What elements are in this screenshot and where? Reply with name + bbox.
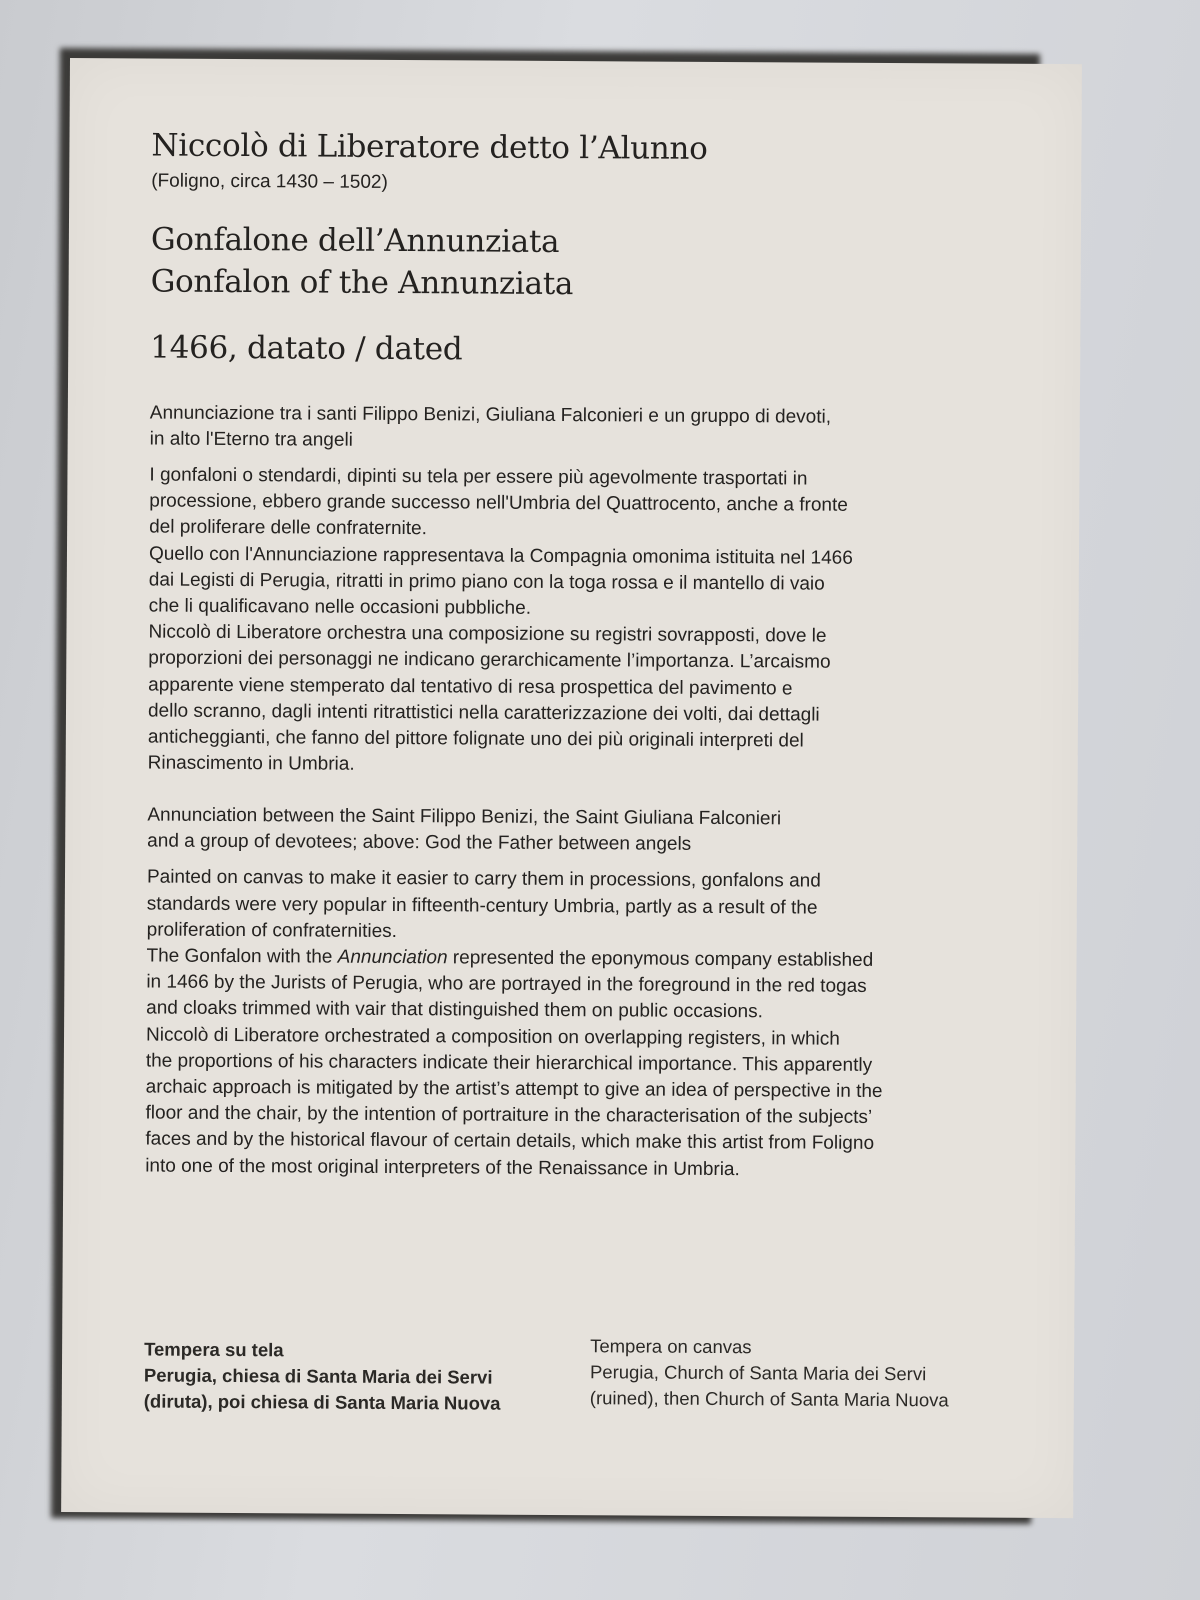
- artwork-title-en: Gonfalon of the Annunziata: [150, 263, 574, 303]
- description-it-line: dello scranno, dagli intenti ritrattistici nella caratterizzazione dei volti, dai dettagli: [147, 700, 820, 726]
- description-en-line: proliferation of confraternities.: [146, 919, 398, 942]
- medium-it: Tempera su tela: [144, 1338, 284, 1361]
- description-it: [148, 462, 1030, 782]
- subject-it-line: in alto l'Eterno tra angeli: [149, 428, 353, 451]
- description-it-line: processione, ebbero grande successo nell'Umbria del Quattrocento, anche a fronte: [149, 490, 848, 516]
- description-it-line: dai Legisti di Perugia, ritratti in primo piano con la toga rossa e il mantello di vaio: [148, 569, 825, 595]
- subject-it-line: Annunciazione tra i santi Filippo Benizi, Giuliana Falconieri e un gruppo di devoti,: [149, 402, 832, 428]
- subject-en-line: Annunciation between the Saint Filippo Benizi, the Saint Giuliana Falconieri: [147, 804, 782, 830]
- provenance-it-line: (diruta), poi chiesa di Santa Maria Nuova: [143, 1390, 501, 1414]
- description-it-line: Quello con l'Annunciazione rappresentava la Compagnia omonima istituita nel 1466: [148, 543, 853, 569]
- provenance-en-line: Perugia, Church of Santa Maria dei Servi: [589, 1361, 927, 1385]
- provenance-it-line: Perugia, chiesa di Santa Maria dei Servi: [143, 1364, 493, 1388]
- description-it-line: anticheggianti, che fanno del pittore folignate uno dei più originali interpreti del: [147, 726, 804, 752]
- medium-provenance-en: [590, 1333, 1030, 1414]
- artist-dates: (Foligno, circa 1430 – 1502): [151, 170, 388, 193]
- subject-it: [150, 400, 1030, 457]
- description-en-line: floor and the chair, by the intention of portraiture in the characterisation of the subjects’: [145, 1102, 873, 1129]
- subject-en: [147, 803, 1027, 860]
- description-en-line: into one of the most original interpreters of the Renaissance in Umbria.: [145, 1155, 740, 1180]
- description-en-line: standards were very popular in fifteenth-century Umbria, partly as a result of the: [146, 893, 818, 919]
- description-en: [145, 865, 1027, 1185]
- artist-name: Niccolò di Liberatore detto l’Alunno: [151, 127, 708, 167]
- description-en-line: in 1466 by the Jurists of Perugia, who are portrayed in the foreground in the red togas: [146, 971, 867, 998]
- description-it-line: che li qualificavano nelle occasioni pubbliche.: [148, 595, 532, 619]
- subject-en-line: and a group of devotees; above: God the Father between angels: [147, 830, 692, 856]
- artwork-title-italic: Annunciation: [337, 946, 448, 969]
- museum-label-card: [61, 58, 1082, 1518]
- description-it-line: I gonfaloni o stendardi, dipinti su tela per essere più agevolmente trasportati in: [149, 464, 808, 490]
- description-en-text: represented the eponymous company established: [447, 947, 874, 971]
- description-en-text: The Gonfalon with the: [146, 945, 338, 968]
- medium-provenance-it: [144, 1336, 584, 1417]
- artwork-title-it: Gonfalone dell’Annunziata: [150, 221, 560, 260]
- medium-en: Tempera on canvas: [590, 1335, 752, 1358]
- description-en-line: and cloaks trimmed with vair that distinguished them on public occasions.: [146, 997, 763, 1023]
- description-en-line: the proportions of his characters indicate their hierarchical importance. This apparently: [145, 1050, 873, 1076]
- provenance-en-line: (ruined), then Church of Santa Maria Nuova: [589, 1387, 949, 1411]
- description-it-line: Niccolò di Liberatore orchestra una composizione su registri sovrapposti, dove le: [148, 621, 827, 647]
- label-content: [145, 126, 1031, 1184]
- artwork-date: 1466, datato / dated: [150, 329, 463, 368]
- description-en-line: faces and by the historical flavour of certain details, which make this artist from Foligno: [145, 1128, 875, 1155]
- description-en-line: archaic approach is mitigated by the artist’s attempt to give an idea of perspective in the: [145, 1076, 883, 1103]
- description-it-line: apparente viene stemperato dal tentativo di resa prospettica del pavimento e: [148, 674, 793, 700]
- description-it-line: del proliferare delle confraternite.: [149, 516, 427, 540]
- description-it-line: proporzioni dei personaggi ne indicano gerarchicamente l’importanza. L’arcaismo: [148, 647, 831, 674]
- description-en-line: Painted on canvas to make it easier to carry them in processions, gonfalons and: [146, 866, 821, 893]
- description-it-line: Rinascimento in Umbria.: [147, 752, 355, 775]
- label-footer: [143, 1330, 1024, 1414]
- description-en-line: Niccolò di Liberatore orchestrated a composition on overlapping registers, in which: [145, 1024, 840, 1050]
